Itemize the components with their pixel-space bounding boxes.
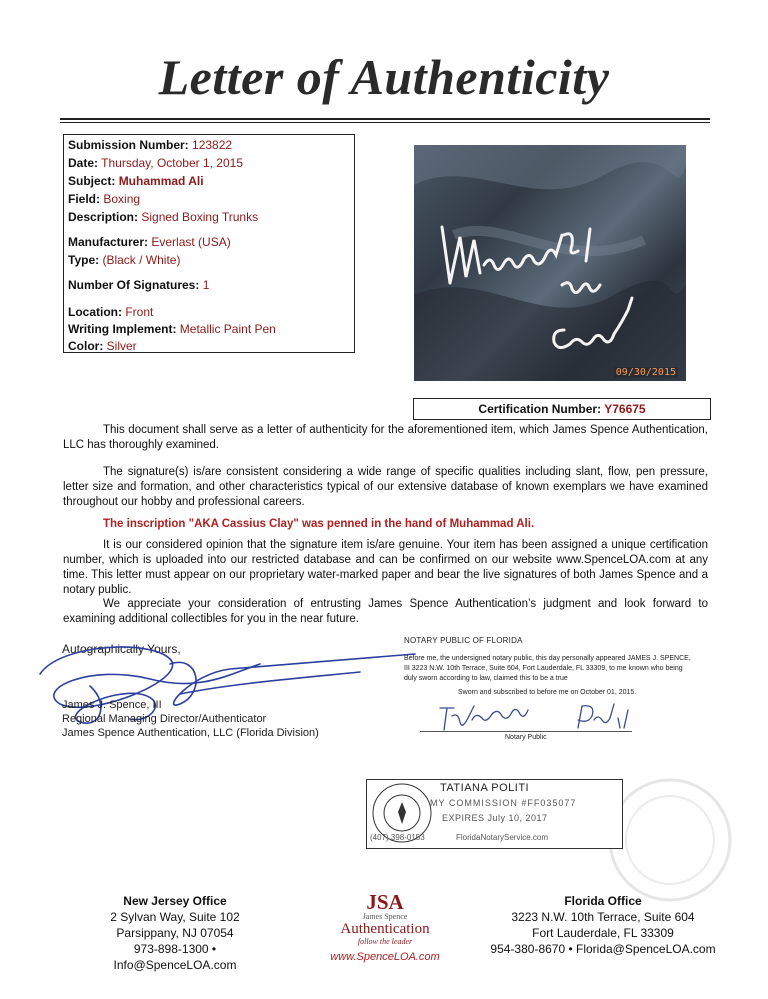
detail-row: Manufacturer: Everlast (USA) — [68, 235, 231, 249]
closing: Autographically Yours, — [62, 642, 181, 656]
website-url[interactable]: www.SpenceLOA.com — [330, 951, 440, 963]
notary-site: FloridaNotaryService.com — [456, 833, 549, 842]
nj-office-heading: New Jersey Office — [123, 894, 227, 908]
signer-role: Regional Managing Director/Authenticator — [62, 713, 267, 725]
notary-phone: (407) 398-0153 — [370, 833, 425, 842]
detail-row: Description: Signed Boxing Trunks — [68, 210, 259, 224]
nj-office-line2: Parsippany, NJ 07054 — [116, 926, 234, 940]
jsa-sub: James Spence — [362, 912, 408, 921]
fl-office-contact: 954-380-8670 • Florida@SpenceLOA.com — [490, 942, 716, 956]
jsa-tagline: follow the leader — [357, 937, 413, 946]
fl-office-line2: Fort Lauderdale, FL 33309 — [532, 926, 674, 940]
nj-office-contact: 973-898-1300 • Info@SpenceLOA.com — [113, 942, 237, 972]
item-details-box — [63, 134, 355, 353]
notary-signature — [432, 698, 642, 734]
fl-office — [488, 893, 718, 957]
title-rule — [60, 118, 710, 120]
notary-statement: Before me, the undersigned notary public, this day personally appeared JAMES J. SPENCE, III 3223 N.W. 10th Terrace, Suite 604, Fort Lauderdale, FL 33309, to me known who being duly sworn according to law, claimed this to be a true — [404, 655, 691, 682]
notary-sworn: Sworn and subscribed to before me on October 01, 2015. — [458, 689, 637, 696]
detail-row: Field: Boxing — [68, 192, 141, 206]
notary-label: Notary Public — [505, 734, 547, 741]
title-rule-thin — [60, 122, 710, 123]
inscription-note: The inscription "AKA Cassius Clay" was penned in the hand of Muhammad Ali. — [103, 518, 535, 530]
nj-office — [75, 893, 275, 973]
certification-box — [413, 398, 711, 420]
signer-name: James J. Spence, III — [62, 699, 162, 711]
certification-label: Certification Number: — [478, 402, 602, 416]
fl-office-line1: 3223 N.W. 10th Terrace, Suite 604 — [511, 910, 695, 924]
paragraph-3: It is our considered opinion that the signature item is/are genuine. Your item has been assigned a unique certification number, which is uploaded into our restricted database and can be confirmed on our website www.SpenceLOA.com at any time. This letter must appear on our proprietary water-marked paper and bear the live signatures of both James Spence and a notary public. — [63, 539, 708, 596]
notary-commission: MY COMMISSION #FF035077 — [430, 798, 577, 808]
detail-row: Color: Silver — [68, 339, 137, 353]
jsa-mark: JSA — [366, 890, 404, 914]
detail-row: Writing Implement: Metallic Paint Pen — [68, 322, 276, 336]
detail-row: Date: Thursday, October 1, 2015 — [68, 156, 243, 170]
certification-number: Y76675 — [604, 402, 646, 416]
detail-row: Type: (Black / White) — [68, 253, 181, 267]
autograph-image — [414, 145, 686, 381]
fl-office-heading: Florida Office — [564, 894, 642, 908]
jsa-name: Authentication — [340, 921, 430, 937]
detail-row: Location: Front — [68, 305, 154, 319]
paragraph-2: The signature(s) is/are consistent considering a wide range of specific qualities including slant, flow, pen pressure, letter size and formation, and other characteristics typical of our extensive database of known exemplars we have examined throughout our hobby and professional careers. — [63, 466, 708, 508]
notary-heading: NOTARY PUBLIC OF FLORIDA — [404, 636, 523, 645]
notary-name: TATIANA POLITI — [440, 782, 530, 794]
nj-office-line1: 2 Sylvan Way, Suite 102 — [110, 910, 240, 924]
detail-row: Number Of Signatures: 1 — [68, 278, 210, 292]
notary-signature-line — [420, 731, 632, 732]
page-title: Letter of Authenticity — [158, 49, 610, 105]
detail-row: Subject: Muhammad Ali — [68, 174, 204, 188]
signer-company: James Spence Authentication, LLC (Florida Division) — [62, 727, 319, 739]
photo-date-stamp: 09/30/2015 — [615, 367, 676, 378]
paragraph-4: We appreciate your consideration of entrusting James Spence Authentication’s judgment and look forward to examining additional collectibles for you in the near future. — [63, 598, 708, 625]
item-photo — [414, 145, 686, 381]
jsa-logo — [330, 892, 440, 963]
notary-expiration: EXPIRES July 10, 2017 — [442, 813, 548, 823]
paragraph-1: This document shall serve as a letter of authenticity for the aforementioned item, which James Spence Authentication, LLC has thoroughly examined. — [63, 424, 708, 451]
detail-row: Submission Number: 123822 — [68, 138, 233, 152]
